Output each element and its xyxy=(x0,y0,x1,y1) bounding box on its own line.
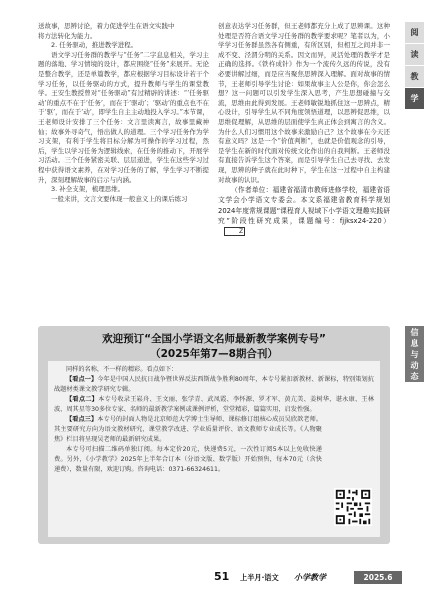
page-number: 51 xyxy=(214,570,230,583)
tab-yue[interactable]: 阅 xyxy=(405,22,424,44)
issue-date: 2025.6 xyxy=(354,571,402,584)
section-label-news: 信 息 与 动 态 xyxy=(405,326,424,382)
journal-name: 小学教学 xyxy=(294,572,326,582)
article-left-column xyxy=(38,22,209,204)
section-tabs xyxy=(405,22,424,110)
section-heading: 2. 任务驱动，推进教学进程。 xyxy=(51,41,138,50)
tab-du[interactable]: 读 xyxy=(405,44,424,66)
ad-ordering: 本专号可扫描二维码单独订阅。每本定价20元，快递费5元，一次性订阅5本以上免收快递费。另外，《小学教学》2025年上半年合订本（分语文版、数学版）开始预售，每本70元（含快递费），数量有限，欢迎订购。咨询电话：0371-66324611。 xyxy=(54,446,322,473)
ad-content-box xyxy=(48,361,380,537)
ad-greeting: 同样的名称，不一样的精彩。看点如下： xyxy=(66,366,178,373)
subscription-ad xyxy=(38,326,390,544)
paragraph: 将方法转化为能力。 xyxy=(38,31,97,40)
end-mark: Z xyxy=(224,227,245,236)
ad-point: 【看点三】本专号的封面人物是北京师范大学博士生导师、课标修订组核心成员吴欣歆老师。其主要研究方向为语文教材研究、课堂教学改进、学业质量评价、语文教师专业成长等。《人物聚焦》栏目将呈现吴老师的最新研究成果。 xyxy=(54,416,323,443)
author-bio xyxy=(218,185,390,236)
article-right-column xyxy=(218,22,390,236)
paragraph: 送故事，思辨讨论，着力促进学生在语文实践中 xyxy=(38,22,175,30)
issue-label: 上半月·语文 xyxy=(240,573,279,582)
paragraph: 语文学习任务群的教学与“任务”二字息息相关，学习主题的落地、学习情境的设计，都应围绕“任务”来展开。无论是整合教学，还是单篇教学，都应根据学习目标设计若干个学习任务，以任务驱动的方式，提升教师与学生的课堂教学。王安生教授曾对“任务驱动”有过精辟的讲述：“‘任务驱动’的重点不在于‘任务’，而在于‘驱动’；‘驱动’的重点也不在于‘驱’，而在于‘动’，即学生自主主动地投入学习。”本节课，王老师设计安排了三个任务：文言里读寓言，故事里藏神仙；故事外寻奇气，悟出做人的道理。三个学习任务作为学习支架，有利于学生将目标分解为可操作的学习过程，然后，学生以学习任务为逻辑线索，在任务的推动下，开展学习活动。三个任务紧密关联、层层递进，学生在这些学习过程中获得语文素养，在对学习任务的了解，学生学习不断提升，深刻理解故事的启示与内涵。 xyxy=(38,50,209,184)
author-bio-text: （作者单位：福建省福清市教师进修学校，福建省语文学会小学语文专委会。本文系福建省教育科学规划2024年度常规课题“课程育人视域下小学语文理趣实践研究”阶段性研究成果，课题编号：fjjksx24-220） xyxy=(218,186,390,225)
tab-jiao[interactable]: 教 xyxy=(405,66,424,88)
paragraph: 一般来讲，文言文要体现一般意义上的课后练习 xyxy=(51,194,188,203)
ad-point: 【看点二】本专号收录王崧舟、王文丽、张学青、武凤霞、李怀源、罗才军、黄亢美、姜树华、谌永康、王林波、周其星等30多位专家、名师的最新教学案例或课例评析，堂堂精彩，篇篇实用，启发性强。 xyxy=(54,396,374,413)
paragraph: 创意表达学习任务群，但王老师都充分上成了思辨课。这种处理是否符合语文学习任务群的教学要求呢？笔者以为，小学学习任务群虽然各有侧重，有所区别，但相互之间并非一成不变、泾渭分明的关系。因文而异，灵活处理的教学才是正确的选择。《铁杵成针》作为一个流传久远的传说，没有必要讲解过细，而是应当聚焦思辨深入理解。面对故事的情节，王老师引导学生讨论：如果故事主人公是你，你会怎么想？这一问题可以引发学生深入思考，产生思想碰撞与交流，思维由此得到发展。王老师敏锐地抓住这一思辨点，精心设计，引导学生从不同角度领悟道理，以思辨促思维，以思维促理解，从思维的层面使学生真正体会到寓言的含义。为什么人们习惯用这个故事来激励自己？这个故事在今天还有意义吗？这是一个“价值判断”，也就是价值观念的引导，是学生在新的时代面对传统文化作出的自我判断。王老师没有直接告诉学生这个答案，而是引导学生自己去寻找、去发现，思辨的种子就在此时种下，学生在这一过程中自主构建对故事的认识。 xyxy=(218,22,390,184)
tab-xue[interactable]: 学 xyxy=(405,88,424,110)
section-heading: 3. 补全支架，梳理思维。 xyxy=(51,185,125,194)
page-footer xyxy=(0,568,427,588)
qr-code-icon[interactable] xyxy=(334,488,372,526)
ad-point: 【看点一】今年是中国人民抗日战争暨世界反法西斯战争胜利80周年，本专号紧扣新教材、新课标，特别策划抗战题材类课文教学研究专辑。 xyxy=(54,376,374,393)
ad-body xyxy=(54,365,374,475)
ad-title: 欢迎预订“全国小学语文名师最新教学案例专号” （2025年第7—8期合刊） xyxy=(102,333,326,360)
